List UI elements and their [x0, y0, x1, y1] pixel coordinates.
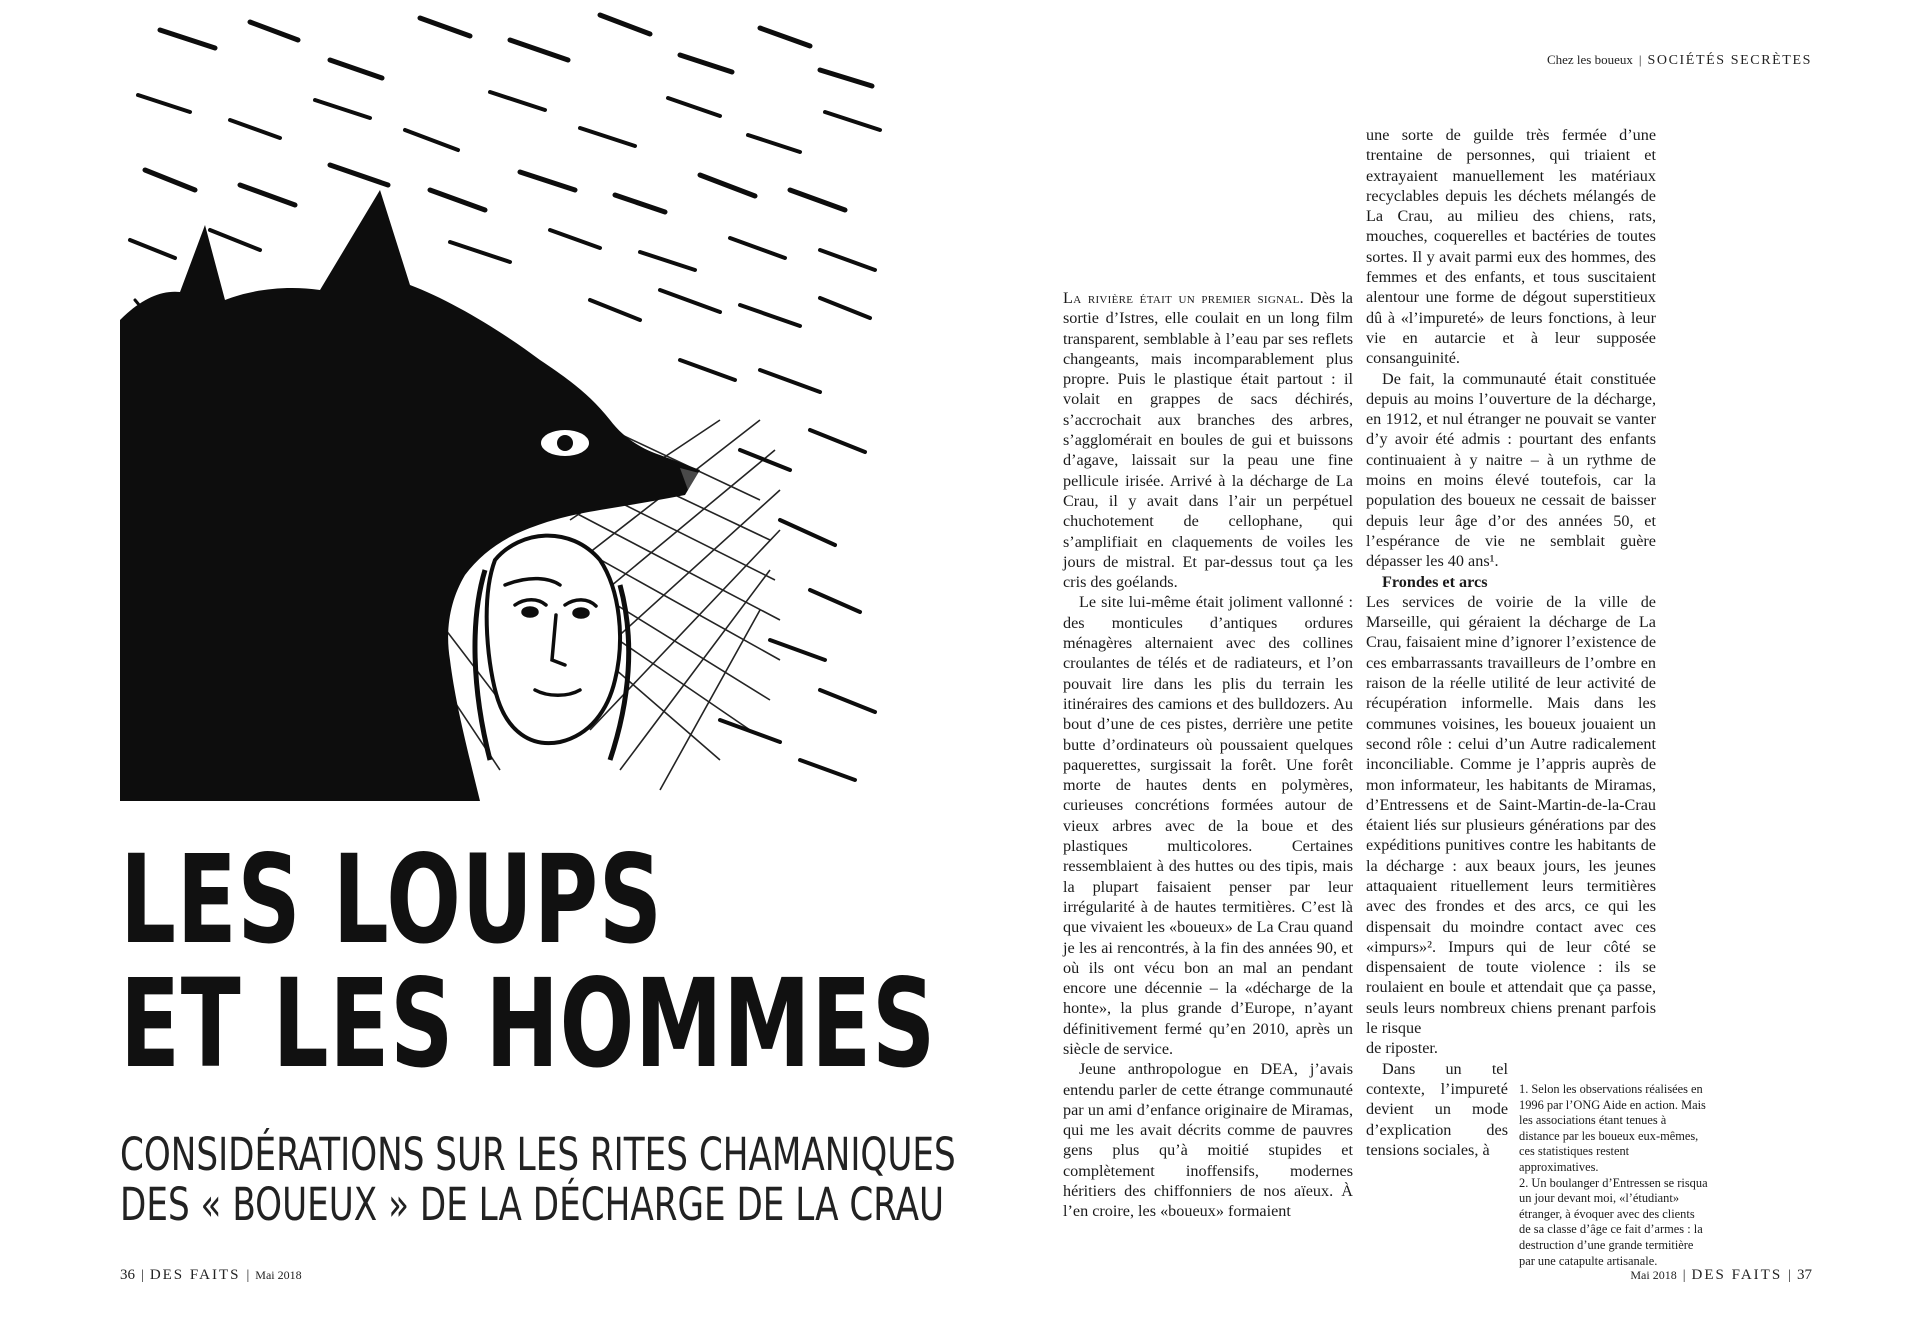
- issue-date-left: Mai 2018: [255, 1268, 302, 1282]
- folio-right: [1630, 1267, 1812, 1284]
- paragraph-3: Jeune anthropologue en DEA, j’avais entendu parler de cette étrange communauté par un ami d’enfance originaire de Miramas, qui me les avait décrits comme de pauvres gens plus qu’à moitié stupides et complètement inoffensifs, modernes héritiers des chiffonniers de nos aïeux. À l’en croire, les «boueux» formaient: [1063, 1060, 1353, 1221]
- paragraph-6: Les services de voirie de la ville de Marseille, qui géraient la décharge de La Crau, faisaient mine d’ignorer l’existence de ces embarrassants travailleurs de l’ombre en raison de la réelle utilité de leur activité de récupération informelle. Mais dans les communes voisines, les boueux jouaient un second rôle : celui d’un Autre radicalement inconciliable. Comme je l’appris auprès de mon informateur, les habitants de Miramas, d’Entressens et de Saint-Martin-de-la-Crau étaient liés sur plusieurs générations par des expéditions punitives contre les habitants de la décharge : aux beaux jours, les jeunes attaquaient rituellement leurs termitières avec des frondes et des arcs, ce qui les dispensait du moindre contact avec ces «impurs»². Impurs qui de leur côté se dispensaient de toute violence : ils se roulaient en boule et attendait que ça passe, seuls leurs nombreux chiens prenant parfois le risque: [1366, 592, 1656, 1038]
- paragraph-2: Le site lui-même était joliment vallonné : des monticules d’antiques ordures ménagères alternaient avec des collines croulantes de télés et de radiateurs, et l’on pouvait lire dans les plis du terrain les itinéraires des camions et des bulldozers. Au bout d’une de ces pistes, derrière une petite butte d’ordinateurs où poussaient quelques paquerettes, surgissait la forêt. Une forêt morte de hautes dents en polymères, curieuses concrétions formées autour de vieux arbres avec de la boue et des plastiques multicolores. Certaines ressemblaient à des huttes ou des tipis, mais la plupart faisaient penser par leur irrégularité à de hautes termitières. C’est là que vivaient les «boueux» de La Crau quand je les ai rencontrés, à la fin des années 90, et où ils ont vécu bon an mal an pendant encore une décennie – la «décharge de la honte», la plus grande d’Europe, n’ayant définitivement fermé qu’en 2010, après un siècle de service.: [1063, 593, 1353, 1058]
- footnote-1: 1. Selon les observations réalisées en 1996 par l’ONG Aide en action. Mais les associations étant tenues à distance par les boueux eux-mêmes, ces statistiques restent approximatives.: [1519, 1082, 1706, 1174]
- running-head: [1547, 52, 1812, 69]
- folio-separator: |: [1682, 1268, 1686, 1283]
- rubric-label: Chez les boueux: [1546, 52, 1633, 67]
- page-number-left: 36: [120, 1267, 135, 1283]
- paragraph-4: une sorte de guilde très fermée d’une trentaine de personnes, qui triaient et extrayaient manuellement les matériaux recyclables depuis les déchets mélangés de La Crau, au milieu des chiens, rats, mouches, coquerelles et bactéries de toutes sortes. Il y avait parmi eux des hommes, des femmes et des enfants, et tous suscitaient alentour une forme de dégout superstitieux dû à «l’impureté» de leurs fonctions, à leur vie en autarcie et à leur supposée consanguinité.: [1366, 126, 1656, 368]
- wolf-and-woman-woodcut-icon: [120, 0, 892, 801]
- footnote-2: 2. Un boulanger d’Entressen se risqua un jour devant moi, «l’étudiant» étranger, à évoquer avec des clients de sa classe d’âge ce fait d’armes : la destruction d’une grande termitière par une catapulte artisanale.: [1519, 1175, 1708, 1268]
- subtitle-line-2: DES « BOUEUX » DE LA DÉCHARGE DE LA CRAU: [120, 1178, 945, 1231]
- folio-separator: |: [141, 1268, 144, 1283]
- paragraph-7: Dans un tel contexte, l’impureté devient un mode d’explication des tensions sociales, à: [1366, 1059, 1508, 1159]
- magazine-name-right: DES FAITS: [1691, 1267, 1783, 1283]
- subtitle-line-1: CONSIDÉRATIONS SUR LES RITES CHAMANIQUES: [120, 1128, 956, 1181]
- lead-in: La rivière était un premier signal.: [1063, 289, 1304, 307]
- title-line-2: ET LES HOMMES: [120, 953, 936, 1095]
- paragraph-1: [1063, 288, 1353, 592]
- folio-separator: |: [246, 1268, 250, 1283]
- folio-left: [120, 1267, 302, 1284]
- article-title: [120, 829, 936, 1095]
- woodcut-svg: [120, 0, 892, 801]
- folio-separator: |: [1788, 1268, 1791, 1283]
- article-column-2: [1366, 125, 1656, 1160]
- title-line-1: LES LOUPS: [120, 829, 663, 971]
- article-column-1: [1063, 288, 1353, 1222]
- issue-date-right: Mai 2018: [1630, 1268, 1677, 1282]
- paragraph-6-end: de riposter.: [1366, 1039, 1438, 1058]
- narrow-column-part: [1366, 1038, 1508, 1160]
- article-subtitle: [120, 1128, 956, 1231]
- footnotes: [1519, 1082, 1709, 1269]
- running-head-separator: |: [1638, 52, 1642, 67]
- page-number-right: 37: [1797, 1267, 1812, 1283]
- paragraph-5: De fait, la communauté était constituée depuis au moins l’ouverture de la décharge, en 1912, et nul étranger ne pouvait se vanter d’y avoir été admis : pourtant des enfants continuaient à y naitre – à un rythme de moins en moins élevé toutefois, car la population des boueux ne cessait de baisser depuis leur âge d’or des années 50, et l’espérance de vie ne semblait guère dépasser les 40 ans¹.: [1366, 369, 1656, 571]
- magazine-name-left: DES FAITS: [149, 1267, 241, 1283]
- section-label: SOCIÉTÉS SECRÈTES: [1647, 53, 1812, 68]
- paragraph-1-text: Dès la sortie d’Istres, elle coulait en un long film transparent, semblable à l’eau par ses reflets changeants, mais incomparablement plus propre. Puis le plastique était partout : il volait en grappes de sacs déchirés, s’accrochait aux branches des arbres, s’agglomérait en boules de gui et buissons d’agave, laissait sur la peau une fine pellicule irisée. Arrivé à la décharge de La Crau, il y avait dans l’air un perpétuel chuchotement de cellophane, qui s’amplifiait en claquements de voiles les jours de mistral. Et par-dessus tout ça les cris des goélands.: [1063, 289, 1353, 592]
- section-subheading: Frondes et arcs: [1382, 572, 1488, 591]
